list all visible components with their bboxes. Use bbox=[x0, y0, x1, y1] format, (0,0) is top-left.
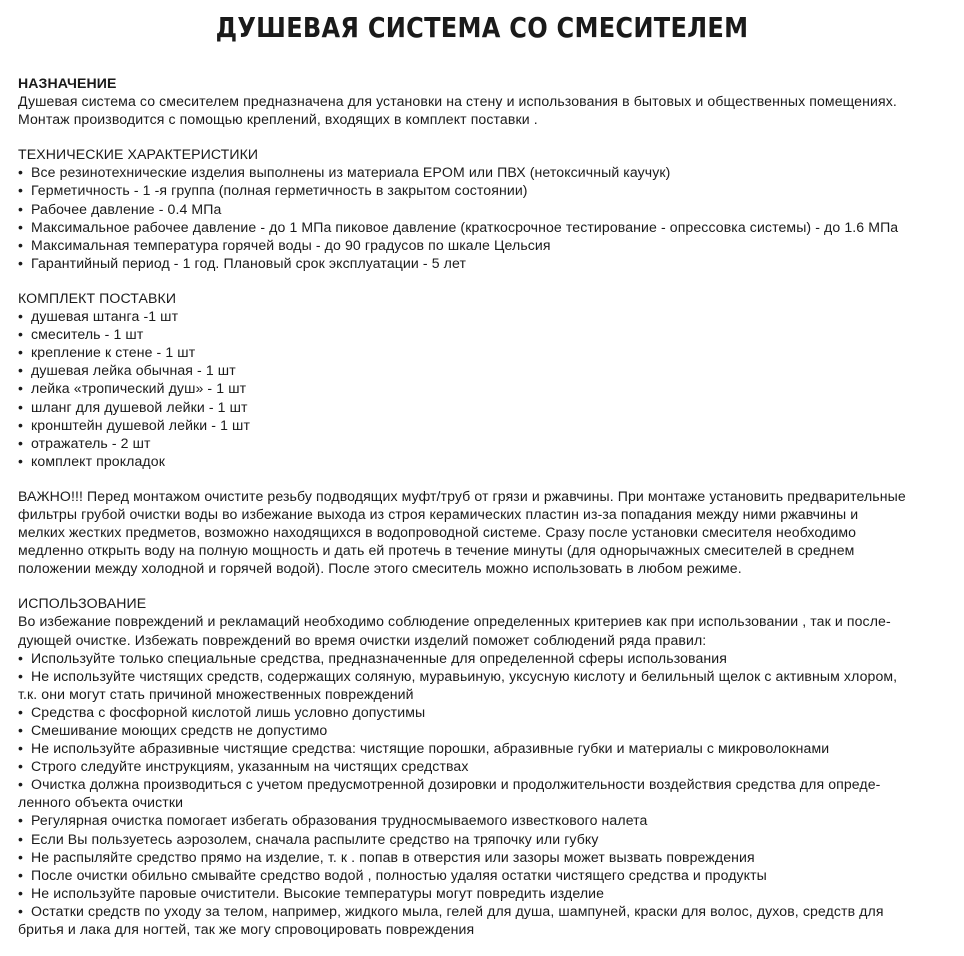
bullet-text: душевая лейка обычная - 1 шт bbox=[31, 362, 236, 379]
bullet-dot: • bbox=[18, 722, 24, 738]
spec-item bbox=[18, 236, 946, 254]
bullet-text: Регулярная очистка помогает избегать образования трудносмываемого известкового налета bbox=[31, 812, 648, 829]
warning-line: фильтры грубой очистки воды во избежание выхода из строя керамических пластин из-за попадания между ними ржавчины и bbox=[18, 505, 859, 522]
bullet-text: Максимальная температура горячей воды - до 90 градусов по шкале Цельсия bbox=[31, 236, 551, 253]
bullet-text: После очистки обильно смывайте средство водой , полностью удаляя остатки чистящего средства и продукты bbox=[31, 866, 767, 883]
bullet-text: Не используйте паровые очистители. Высокие температуры могут повредить изделие bbox=[31, 884, 605, 901]
bullet-dot: • bbox=[18, 758, 24, 775]
bullet-dot: • bbox=[18, 182, 24, 199]
bullet-text: Смешивание моющих средств не допустимо bbox=[31, 722, 328, 738]
bullet-dot: • bbox=[18, 452, 24, 469]
section-kit bbox=[18, 289, 946, 470]
warning-line: медленно открыть воду на полную мощность и дать ей протечь в течение минуты (для однорычажных смесителей в среднем bbox=[18, 542, 855, 559]
bullet-text: Герметичность - 1 -я группа (полная герметичность в закрытом состоянии) bbox=[31, 182, 528, 199]
bullet-text: комплект прокладок bbox=[31, 452, 165, 469]
bullet-text: кронштейн душевой лейки - 1 шт bbox=[31, 416, 251, 433]
bullet-text: душевая штанга -1 шт bbox=[31, 308, 179, 325]
spec-item bbox=[18, 181, 946, 199]
usage-rule bbox=[18, 811, 946, 829]
bullet-dot: • bbox=[18, 344, 24, 361]
bullet-dot: • bbox=[18, 866, 24, 883]
bullet-dot: • bbox=[18, 830, 24, 847]
purpose-heading: НАЗНАЧЕНИЕ bbox=[18, 75, 117, 91]
usage-rule bbox=[18, 830, 946, 848]
purpose-line: Монтаж производится с помощью креплений, входящих в комплект поставки . bbox=[18, 111, 538, 128]
bullet-dot: • bbox=[18, 164, 24, 181]
bullet-dot: • bbox=[18, 667, 24, 684]
usage-rule bbox=[18, 703, 946, 721]
kit-item bbox=[18, 398, 946, 416]
bullet-text: Не распыляйте средство прямо на изделие, т. к . попав в отверстия или зазоры может вызвать повреждения bbox=[31, 848, 755, 865]
kit-item bbox=[18, 343, 946, 361]
bullet-dot: • bbox=[18, 740, 24, 757]
bullet-text: отражатель - 2 шт bbox=[31, 434, 151, 451]
usage-rule bbox=[18, 775, 946, 793]
bullet-dot: • bbox=[18, 380, 24, 397]
warning-line: положении между холодной и горячей водой). После этого смеситель можно использовать в любом режиме. bbox=[18, 560, 742, 577]
usage-rule bbox=[18, 739, 946, 757]
bullet-dot: • bbox=[18, 812, 24, 829]
kit-list bbox=[18, 307, 946, 470]
section-specs bbox=[18, 145, 946, 272]
usage-rule-continuation: т.к. они могут стать причиной множественных повреждений bbox=[18, 685, 414, 702]
usage-rule-continuation: бритья и лака для ногтей, так же могу спровоцировать повреждения bbox=[18, 921, 475, 938]
specs-heading: ТЕХНИЧЕСКИЕ ХАРАКТЕРИСТИКИ bbox=[18, 146, 259, 163]
bullet-dot: • bbox=[18, 236, 24, 253]
kit-item bbox=[18, 452, 946, 470]
usage-heading: ИСПОЛЬЗОВАНИЕ bbox=[18, 595, 147, 612]
bullet-dot: • bbox=[18, 200, 24, 217]
bullet-dot: • bbox=[18, 703, 24, 720]
usage-rule bbox=[18, 866, 946, 884]
kit-heading: КОМПЛЕКТ ПОСТАВКИ bbox=[18, 289, 177, 306]
warning-paragraph bbox=[18, 487, 946, 577]
usage-intro-line: Во избежание повреждений и рекламаций необходимо соблюдение определенных критериев как при использовании , так и после- bbox=[18, 613, 891, 630]
usage-intro-line: дующей очистке. Избежать повреждений во время очистки изделий поможет соблюдений ряда правил: bbox=[18, 631, 707, 648]
usage-rule bbox=[18, 667, 946, 685]
bullet-dot: • bbox=[18, 398, 24, 415]
section-warning bbox=[18, 487, 946, 577]
kit-item bbox=[18, 307, 946, 325]
bullet-text: Средства с фосфорной кислотой лишь условно допустимы bbox=[31, 703, 426, 720]
usage-list bbox=[18, 649, 946, 939]
purpose-line: Душевая система со смесителем предназначена для установки на стену и использования в бытовых и общественных помещениях. bbox=[18, 93, 897, 110]
bullet-dot: • bbox=[18, 326, 24, 343]
kit-item bbox=[18, 325, 946, 343]
kit-item bbox=[18, 416, 946, 434]
bullet-text: лейка «тропический душ» - 1 шт bbox=[31, 380, 247, 397]
usage-rule-continuation: ленного объекта очистки bbox=[18, 794, 184, 811]
bullet-text: Максимальное рабочее давление - до 1 МПа пиковое давление (краткосрочное тестирование - опрессовка системы) - до 1.6 МПа bbox=[31, 218, 899, 235]
bullet-dot: • bbox=[18, 254, 24, 271]
kit-item bbox=[18, 379, 946, 397]
usage-rule bbox=[18, 848, 946, 866]
section-usage bbox=[18, 594, 946, 938]
bullet-dot: • bbox=[18, 218, 24, 235]
bullet-dot: • bbox=[18, 884, 24, 901]
bullet-dot: • bbox=[18, 416, 24, 433]
bullet-dot: • bbox=[18, 848, 24, 865]
usage-rule bbox=[18, 649, 946, 667]
bullet-dot: • bbox=[18, 362, 24, 379]
usage-rule bbox=[18, 721, 946, 739]
bullet-text: Все резинотехнические изделия выполнены из материала EPOM или ПВХ (нетоксичный каучук) bbox=[31, 164, 671, 181]
bullet-dot: • bbox=[18, 776, 24, 793]
warning-line: мелких жестких предметов, возможно находящихся в водопроводной системе. Сразу после установки смесителя необходимо bbox=[18, 524, 857, 541]
bullet-text: смеситель - 1 шт bbox=[31, 326, 144, 343]
bullet-dot: • bbox=[18, 308, 24, 325]
bullet-dot: • bbox=[18, 902, 24, 919]
bullet-text: Гарантийный период - 1 год. Плановый срок эксплуатации - 5 лет bbox=[31, 254, 467, 271]
document-title: ДУШЕВАЯ СИСТЕМА СО СМЕСИТЕЛЕМ bbox=[215, 11, 749, 44]
bullet-text: крепление к стене - 1 шт bbox=[31, 344, 196, 361]
bullet-text: Не используйте чистящих средств, содержащих соляную, муравьиную, уксусную кислоту и белильный щелок с активным хлором, bbox=[31, 667, 898, 684]
specs-list bbox=[18, 163, 946, 272]
spec-item bbox=[18, 200, 946, 218]
bullet-text: шланг для душевой лейки - 1 шт bbox=[31, 398, 248, 415]
bullet-text: Используйте только специальные средства, предназначенные для определенной сферы использования bbox=[31, 649, 727, 666]
bullet-text: Остатки средств по уходу за телом, например, жидкого мыла, гелей для душа, шампуней, краски для волос, духов, средств для bbox=[31, 902, 884, 919]
bullet-text: Строго следуйте инструкциям, указанным на чистящих средствах bbox=[31, 758, 469, 775]
usage-rule bbox=[18, 884, 946, 902]
kit-item bbox=[18, 434, 946, 452]
warning-line: ВАЖНО!!! Перед монтажом очистите резьбу подводящих муфт/труб от грязи и ржавчины. При монтаже установить предварительные bbox=[18, 487, 906, 504]
spec-item bbox=[18, 254, 946, 272]
bullet-dot: • bbox=[18, 649, 24, 666]
bullet-text: Не используйте абразивные чистящие средства: чистящие порошки, абразивные губки и материалы с микроволокнами bbox=[31, 740, 830, 757]
bullet-dot: • bbox=[18, 434, 24, 451]
bullet-text: Если Вы пользуетесь аэрозолем, сначала распылите средство на тряпочку или губку bbox=[31, 830, 599, 847]
spec-item bbox=[18, 218, 946, 236]
bullet-text: Рабочее давление - 0.4 МПа bbox=[31, 200, 222, 217]
bullet-text: Очистка должна производиться с учетом предусмотренной дозировки и продолжительности воздействия средства для опреде- bbox=[31, 776, 881, 793]
usage-rule bbox=[18, 757, 946, 775]
kit-item bbox=[18, 361, 946, 379]
section-purpose bbox=[18, 74, 946, 128]
spec-item bbox=[18, 163, 946, 181]
usage-rule bbox=[18, 902, 946, 920]
